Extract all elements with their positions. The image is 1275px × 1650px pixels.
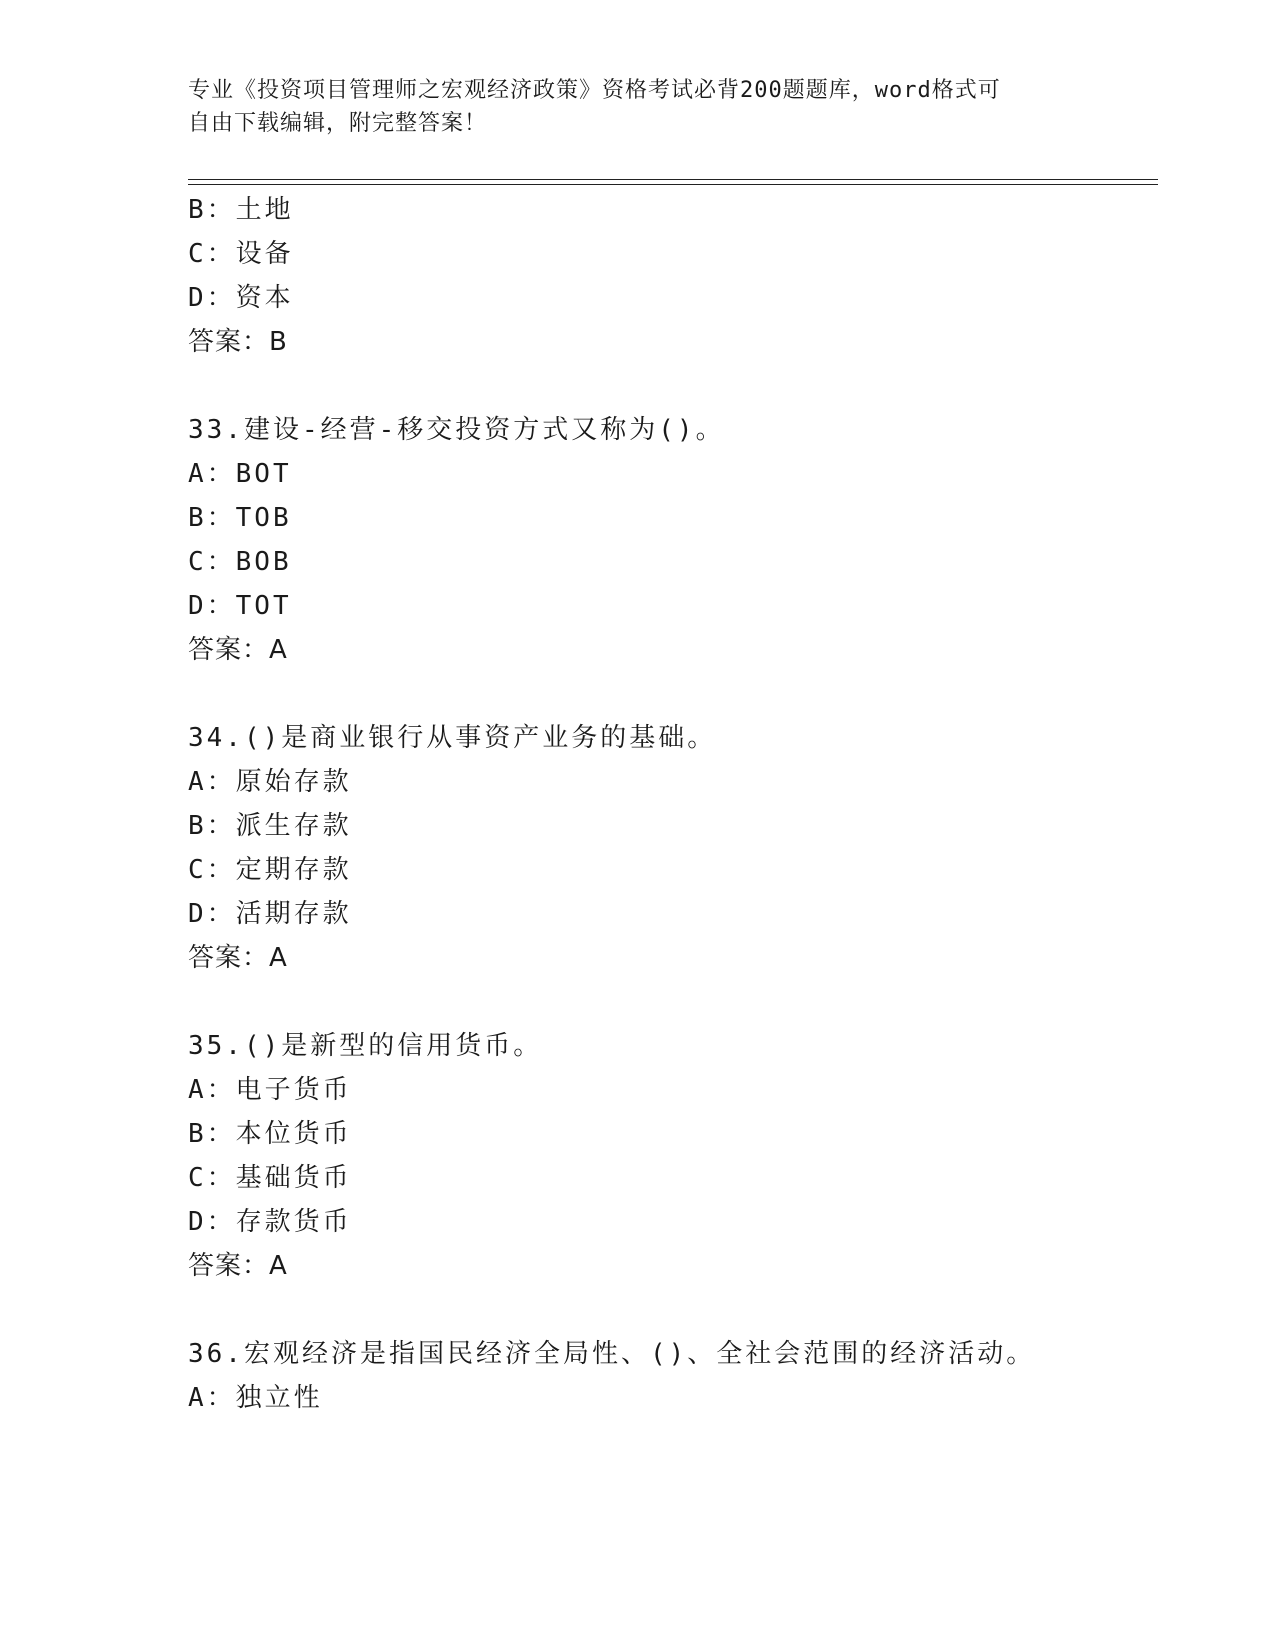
option-label: B： bbox=[188, 1119, 236, 1149]
option-label: C： bbox=[188, 1163, 236, 1193]
option-label: D： bbox=[188, 899, 236, 929]
option-label: C： bbox=[188, 855, 236, 885]
option-line bbox=[188, 282, 294, 314]
option-text: TOT bbox=[235, 591, 292, 621]
option-line bbox=[188, 898, 352, 930]
option-text: 电子货币 bbox=[235, 1075, 352, 1105]
option-text: 活期存款 bbox=[235, 899, 352, 929]
option-line bbox=[188, 1162, 352, 1194]
option-label: C： bbox=[188, 239, 236, 269]
answer-line: 答案：A bbox=[188, 635, 288, 665]
option-line bbox=[188, 502, 292, 534]
header-title-line-1: 专业《投资项目管理师之宏观经济政策》资格考试必背200题题库，word格式可 bbox=[188, 78, 1001, 103]
option-text: 设备 bbox=[235, 239, 294, 269]
option-line bbox=[188, 854, 352, 886]
header-divider-bottom bbox=[188, 184, 1158, 185]
option-label: B： bbox=[188, 811, 236, 841]
question-stem: 36.宏观经济是指国民经济全局性、()、全社会范围的经济活动。 bbox=[188, 1339, 1036, 1369]
option-line bbox=[188, 810, 352, 842]
option-text: 原始存款 bbox=[235, 767, 352, 797]
question-stem: 34.()是商业银行从事资产业务的基础。 bbox=[188, 723, 717, 753]
option-text: 独立性 bbox=[235, 1383, 323, 1413]
option-text: 定期存款 bbox=[235, 855, 352, 885]
option-line bbox=[188, 458, 292, 490]
option-label: D： bbox=[188, 591, 236, 621]
option-label: D： bbox=[188, 1207, 236, 1237]
option-line bbox=[188, 1206, 352, 1238]
option-line bbox=[188, 1382, 323, 1414]
header-title-line-2: 自由下载编辑，附完整答案！ bbox=[188, 111, 488, 136]
option-line bbox=[188, 590, 292, 622]
question-stem: 33.建设-经营-移交投资方式又称为()。 bbox=[188, 415, 725, 445]
option-label: A： bbox=[188, 1383, 236, 1413]
option-line bbox=[188, 766, 352, 798]
header-divider-top bbox=[188, 179, 1158, 180]
option-text: 派生存款 bbox=[235, 811, 352, 841]
option-text: 基础货币 bbox=[235, 1163, 352, 1193]
option-label: A： bbox=[188, 1075, 236, 1105]
option-line bbox=[188, 546, 292, 578]
option-line bbox=[188, 1118, 352, 1150]
answer-line: 答案：A bbox=[188, 943, 288, 973]
option-line bbox=[188, 194, 294, 226]
option-label: B： bbox=[188, 503, 236, 533]
option-text: BOT bbox=[235, 459, 292, 489]
option-text: 土地 bbox=[235, 195, 294, 225]
option-label: A： bbox=[188, 459, 236, 489]
option-text: BOB bbox=[235, 547, 292, 577]
option-line bbox=[188, 238, 294, 270]
option-text: 存款货币 bbox=[235, 1207, 352, 1237]
option-text: TOB bbox=[235, 503, 292, 533]
option-line bbox=[188, 1074, 352, 1106]
option-label: B： bbox=[188, 195, 236, 225]
option-label: D： bbox=[188, 283, 236, 313]
option-text: 资本 bbox=[235, 283, 294, 313]
question-stem: 35.()是新型的信用货币。 bbox=[188, 1031, 543, 1061]
document-header bbox=[188, 74, 1088, 140]
option-label: A： bbox=[188, 767, 236, 797]
option-text: 本位货币 bbox=[235, 1119, 352, 1149]
option-label: C： bbox=[188, 547, 236, 577]
answer-line: 答案：B bbox=[188, 327, 288, 357]
answer-line: 答案：A bbox=[188, 1251, 288, 1281]
